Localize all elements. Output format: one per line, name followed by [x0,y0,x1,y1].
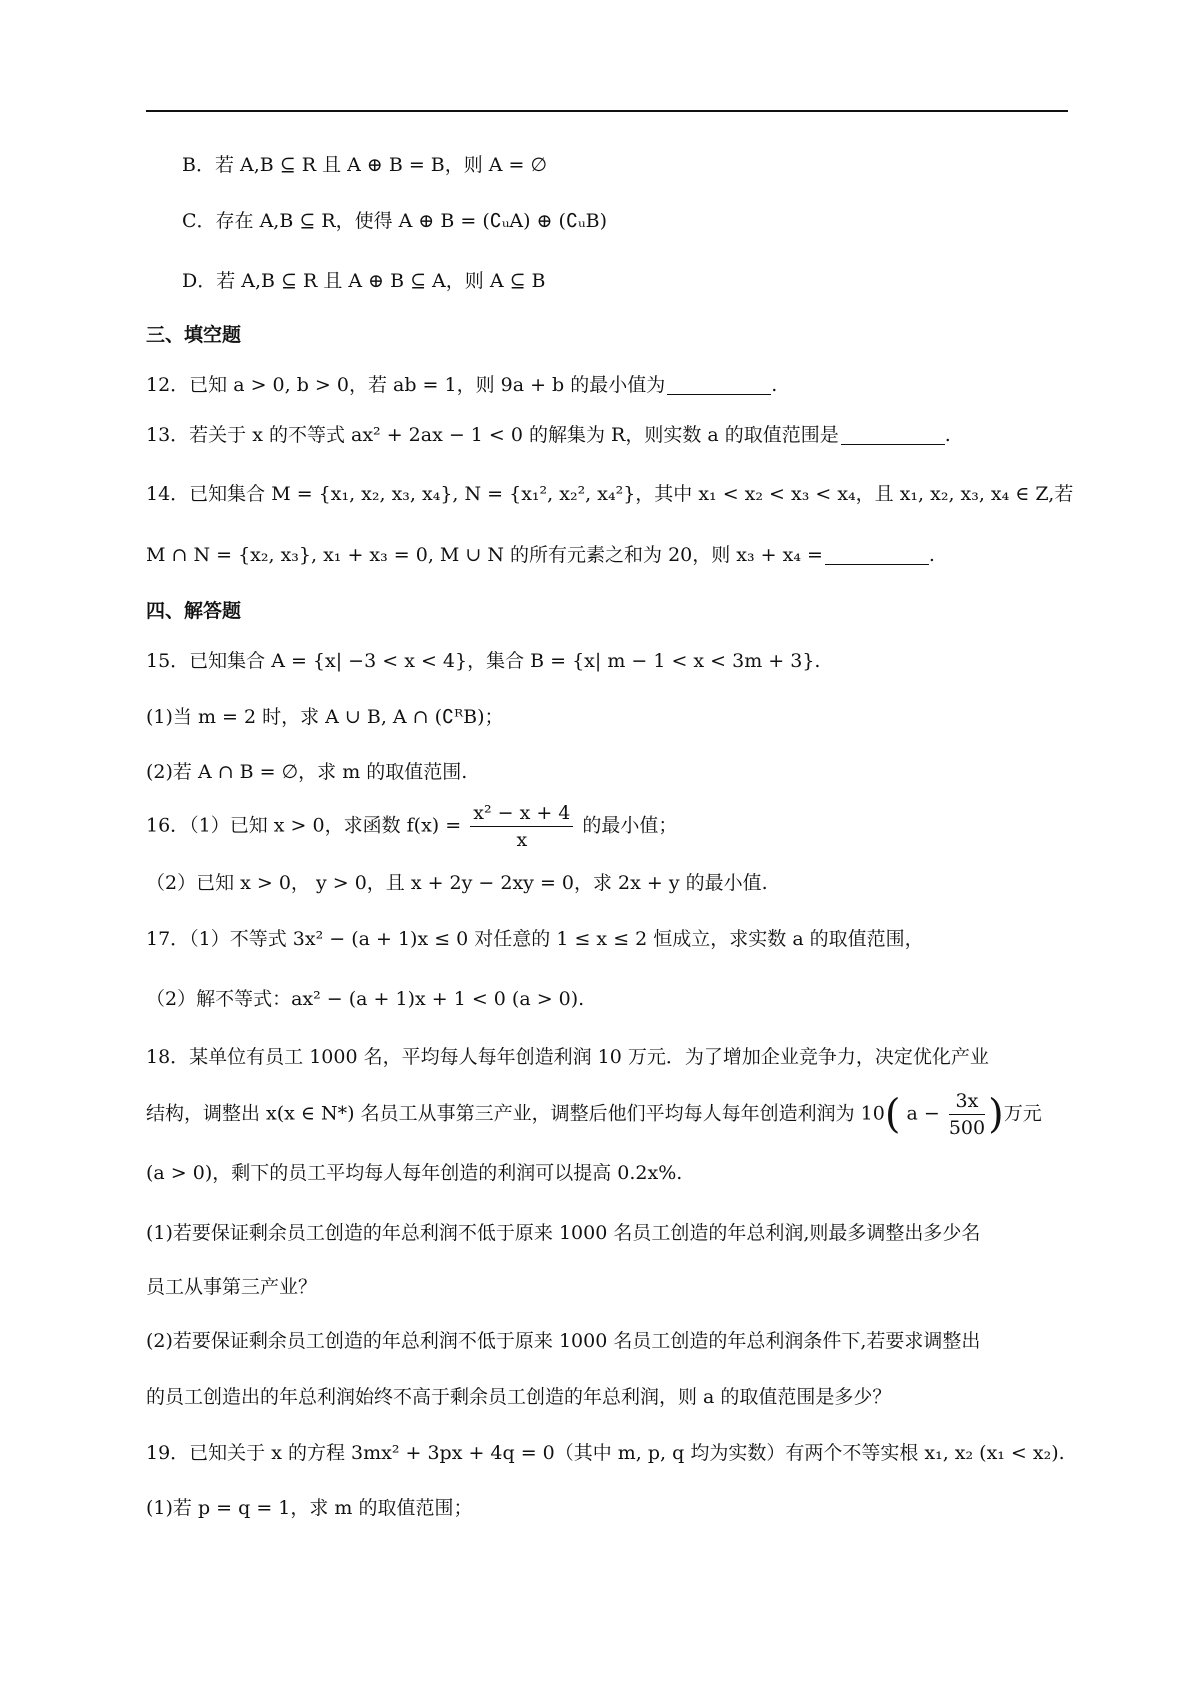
line-end-punct: . [928,544,935,566]
line-text: (1)若要保证剩余员工创造的年总利润不低于原来 1000 名员工创造的年总利润,则最多调整出多少名 [146,1222,981,1244]
q18b-inner: a − [906,1102,940,1125]
text-line-optB [182,150,1104,180]
line-text: 四、解答题 [146,600,242,622]
text-line-q18c [146,1158,1068,1188]
q18b-numerator: 3x [949,1088,985,1115]
q18b-denominator: 500 [948,1117,986,1139]
line-text: 员工从事第三产业？ [146,1276,318,1298]
line-text: D．若 A,B ⊆ R 且 A ⊕ B ⊆ A，则 A ⊆ B [182,270,546,292]
line-text: (1)当 m = 2 时，求 A ∪ B, A ∩ (∁ᴿB)； [146,706,504,728]
line-text: (1)若 p = q = 1，求 m 的取值范围； [146,1497,473,1519]
text-line-q18a [146,1042,1068,1072]
q16a-suffix: 的最小值； [582,814,678,837]
text-line-q18f [146,1326,1068,1356]
line-text: C．存在 A,B ⊆ R，使得 A ⊕ B = (∁ᵤA) ⊕ (∁ᵤB) [182,210,607,232]
line-text: M ∩ N = {x₂, x₃}, x₁ + x₃ = 0, M ∪ N 的所有元素之和为 20，则 x₃ + x₄ = [146,544,823,566]
text-line-q18g [146,1382,1068,1412]
answer-blank[interactable] [825,544,929,565]
line-text: 17．（1）不等式 3x² − (a + 1)x ≤ 0 对任意的 1 ≤ x ≤ 2 恒成立，求实数 a 的取值范围， [146,928,924,950]
line-text: （2）已知 x > 0， y > 0，且 x + 2y − 2xy = 0，求 2x + y 的最小值. [146,872,768,894]
answer-blank[interactable] [667,374,771,395]
line-text: 18．某单位有员工 1000 名，平均每人每年创造利润 10 万元．为了增加企业竞争力，决定优化产业 [146,1046,989,1068]
q18b-prefix: 结构，调整出 x(x ∈ N*) 名员工从事第三产业，调整后他们平均每人每年创造利润为 10 [146,1102,885,1125]
text-line-q14b [146,540,1068,570]
answer-blank[interactable] [841,424,945,445]
text-line-q17a [146,924,1068,954]
line-text: B．若 A,B ⊆ R 且 A ⊕ B = B，则 A = ∅ [182,154,548,176]
line-text: 14．已知集合 M = {x₁, x₂, x₃, x₄}, N = {x₁², x₂², x₄²}，其中 x₁ < x₂ < x₃ < x₄，且 x₁, x₂, x₃, x₄ ∈ Z,若 [146,483,1074,505]
text-line-q15b [146,757,1068,787]
q16a-numerator: x² − x + 4 [470,800,573,827]
q18b-left-paren: ( [884,1091,901,1138]
line-text: (2)若 A ∩ B = ∅，求 m 的取值范围. [146,761,468,783]
q16a-prefix: 16．（1）已知 x > 0，求函数 f(x) = [146,814,462,837]
header-rule [146,110,1068,112]
q18b-fraction [949,1088,985,1141]
q16a-denominator: x [516,829,528,851]
line-text: 的员工创造出的年总利润始终不高于剩余员工创造的年总利润，则 a 的取值范围是多少？ [146,1386,892,1408]
line-end-punct: . [771,374,778,396]
q16a-fraction [470,800,573,853]
text-line-optC [182,206,1104,236]
text-line-q14a [146,479,1074,509]
line-text: (a > 0)，剩下的员工平均每人每年创造的利润可以提高 0.2x%. [146,1162,683,1184]
text-line-q19a [146,1493,1068,1523]
text-line-q19 [146,1438,1068,1468]
text-line-q17b [146,984,1068,1014]
text-line-sec4 [146,596,1068,626]
text-line-q13 [146,420,1068,450]
text-line-sec3 [146,320,1068,350]
text-line-q15a [146,702,1068,732]
q18b-suffix: 万元 [1003,1102,1042,1125]
line-text: 12．已知 a > 0, b > 0，若 ab = 1，则 9a + b 的最小值为 [146,374,666,396]
line-text: 15．已知集合 A = {x| −3 < x < 4}，集合 B = {x| m − 1 < x < 3m + 3}. [146,650,821,672]
text-line-q12 [146,370,1068,400]
line-end-punct: . [944,424,951,446]
line-text: 13．若关于 x 的不等式 ax² + 2ax − 1 < 0 的解集为 R，则实数 a 的取值范围是 [146,424,839,446]
line-text: 三、填空题 [146,324,242,346]
question-18-line-2 [146,1088,1068,1141]
text-line-q15 [146,646,1068,676]
line-text: (2)若要保证剩余员工创造的年总利润不低于原来 1000 名员工创造的年总利润条件下,若要求调整出 [146,1330,981,1352]
text-line-q16b [146,868,1068,898]
line-text: 19．已知关于 x 的方程 3mx² + 3px + 4q = 0（其中 m, p, q 均为实数）有两个不等实根 x₁, x₂ (x₁ < x₂). [146,1442,1065,1464]
q18b-right-paren: ) [988,1091,1004,1138]
line-text: （2）解不等式：ax² − (a + 1)x + 1 < 0 (a > 0). [146,988,585,1010]
text-line-optD [182,266,1104,296]
text-line-q18e [146,1272,1068,1302]
question-16-part-1 [146,800,1068,853]
text-line-q18d [146,1218,1068,1248]
